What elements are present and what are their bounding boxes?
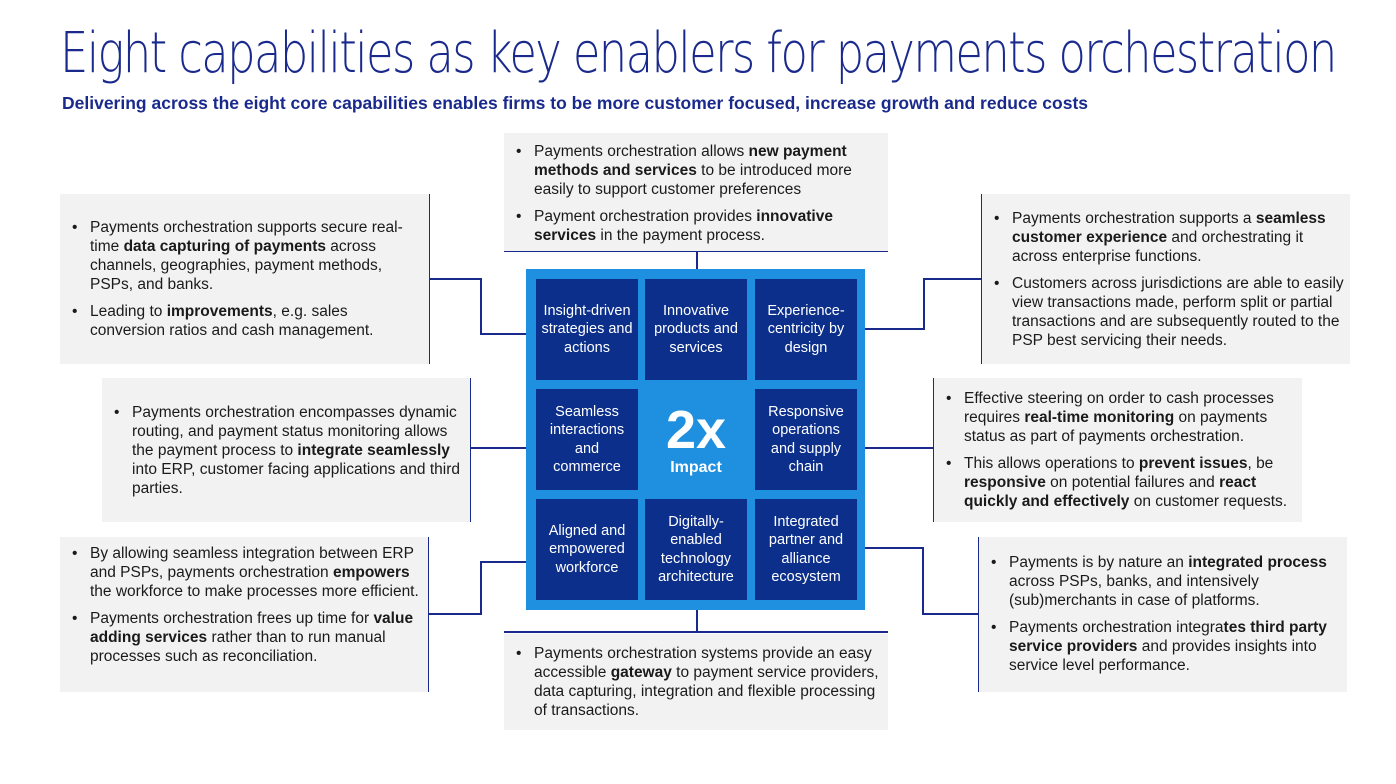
- bullet-item: • Payments is by nature an integrated process across PSPs, banks, and intensively (sub)merchants in case of platforms.: [989, 553, 1341, 610]
- bullet-item: • Leading to improvements, e.g. sales conversion ratios and cash management.: [70, 302, 417, 340]
- impact-center: [645, 389, 747, 490]
- box-real-time-monitoring: [934, 378, 1302, 522]
- capabilities-grid: [526, 269, 865, 610]
- bullet-item: • Payments orchestration allows new payment methods and services to be introduced more easily to support customer preferences: [514, 142, 874, 199]
- bullet-item: • Payments orchestration supports secure real-time data capturing of payments across channels, geographies, payment methods, PSPs, and banks.: [70, 218, 417, 294]
- impact-multiplier: 2x: [665, 399, 727, 460]
- cell-seamless-interactions: Seamless interactions and commerce: [536, 389, 638, 490]
- bullet-list: [989, 553, 1341, 675]
- bullet-list: [514, 142, 874, 245]
- cell-aligned-workforce: Aligned and empowered workforce: [536, 499, 638, 600]
- box-new-payment-methods: [504, 133, 888, 251]
- cell-digitally-enabled: Digitally-enabled technology architecture: [645, 499, 747, 600]
- cell-integrated-partner: Integrated partner and alliance ecosystem: [755, 499, 857, 600]
- bullet-item: • Payments orchestration systems provide an easy accessible gateway to payment service providers, data capturing, integration and flexible processing of transactions.: [514, 644, 882, 720]
- bullet-item: • Customers across jurisdictions are able to easily view transactions made, perform split or partial transactions and are subsequently routed to the PSP best servicing their needs.: [992, 274, 1344, 350]
- bullet-list: [112, 403, 468, 498]
- box-payment-gateway: [504, 634, 888, 730]
- bullet-item: • By allowing seamless integration between ERP and PSPs, payments orchestration empowers the workforce to make processes more efficient.: [70, 544, 424, 601]
- bullet-item: • Effective steering on order to cash processes requires real-time monitoring on payments status as part of payments orchestration.: [944, 389, 1298, 446]
- impact-label: Impact: [670, 458, 722, 476]
- cell-responsive-operations: Responsive operations and supply chain: [755, 389, 857, 490]
- bullet-item: • Payments orchestration frees up time for value adding services rather than to run manual processes such as reconciliation.: [70, 609, 424, 666]
- bullet-item: • Payment orchestration provides innovative services in the payment process.: [514, 207, 874, 245]
- bullet-item: • Payments orchestration encompasses dynamic routing, and payment status monitoring allows the payment process to integrate seamlessly into ERP, customer facing applications and third parties.: [112, 403, 468, 498]
- bullet-item: • Payments orchestration supports a seamless customer experience and orchestrating it across enterprise functions.: [992, 209, 1344, 266]
- bullet-list: [944, 389, 1298, 511]
- bullet-list: [992, 209, 1344, 350]
- bullet-item: • Payments orchestration integrates third party service providers and provides insights into service level performance.: [989, 618, 1341, 675]
- page-subtitle: Delivering across the eight core capabilities enables firms to be more customer focused, increase growth and reduce costs: [62, 93, 1089, 113]
- box-empowered-workforce: [60, 537, 428, 692]
- box-data-capturing: [60, 194, 429, 364]
- page-title: Eight capabilities as key enablers for payments orchestration: [60, 21, 1336, 86]
- cell-insight-driven: Insight-driven strategies and actions: [536, 279, 638, 380]
- cell-experience-centricity: Experience-centricity by design: [755, 279, 857, 380]
- box-integrate-seamlessly: [102, 378, 470, 522]
- bullet-list: [514, 644, 882, 720]
- bullet-list: [70, 544, 424, 666]
- box-integrated-process: [979, 537, 1347, 692]
- box-seamless-customer-experience: [982, 194, 1350, 364]
- bullet-item: • This allows operations to prevent issues, be responsive on potential failures and react quickly and effectively on customer requests.: [944, 454, 1298, 511]
- cell-innovative-products: Innovative products and services: [645, 279, 747, 380]
- bullet-list: [70, 218, 417, 340]
